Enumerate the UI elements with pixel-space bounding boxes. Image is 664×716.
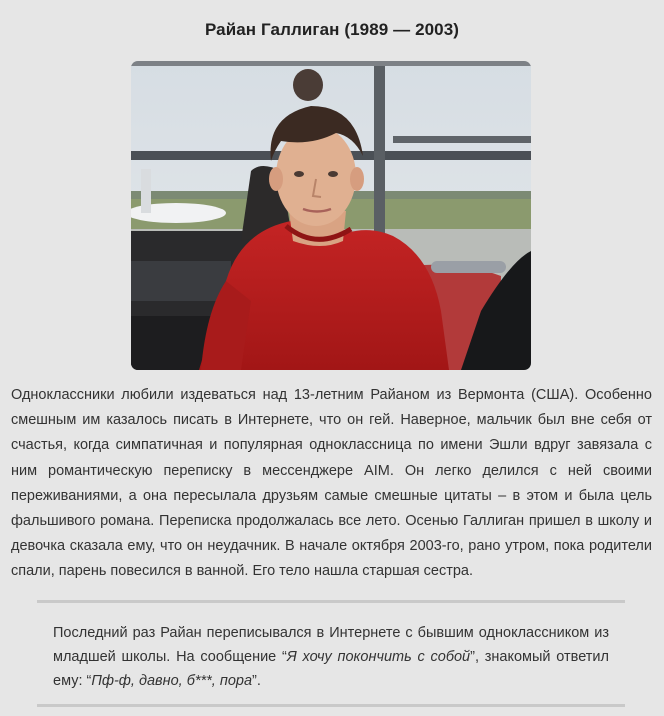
article-photo bbox=[131, 61, 531, 370]
article-title: Райан Галлиган (1989 — 2003) bbox=[204, 20, 460, 39]
quote-end: ”. bbox=[252, 673, 261, 689]
quote-text bbox=[53, 621, 609, 693]
quote-reply: Пф-ф, давно, б***, пора bbox=[91, 673, 253, 689]
quote-block bbox=[37, 600, 625, 707]
quote-middle: ”, знакомый ответил ему: “ bbox=[53, 649, 609, 689]
article-body: Одноклассники любили издеваться над 13-летним Райаном из Вермонта (США). Особенно смешным им казалось писать в Интернете, что он гей. Наверное, мальчик был вне себя от счастья, когда симпатичная и популярная одноклассница по имени Эшли вдруг завязала с ним романтическую переписку в мессенджере AIM. Он легко делился с ней своими переживаниями, а она пересылала друзьям самые смешные цитаты – в этом и была цель фальшивого романа. Переписка продолжалась все лето. Осенью Галлиган пришел в школу и девочка сказала ему, что он неудачник. В начале октября 2003-го, рано утром, пока родители спали, парень повесился в ванной. Его тело нашла старшая сестра. bbox=[11, 387, 652, 580]
quote-message: Я хочу покончить с собой bbox=[286, 649, 471, 665]
quote-intro: Последний раз Райан переписывался в Интернете с бывшим одноклассником из младшей школы. На сообщение “ bbox=[53, 625, 609, 665]
